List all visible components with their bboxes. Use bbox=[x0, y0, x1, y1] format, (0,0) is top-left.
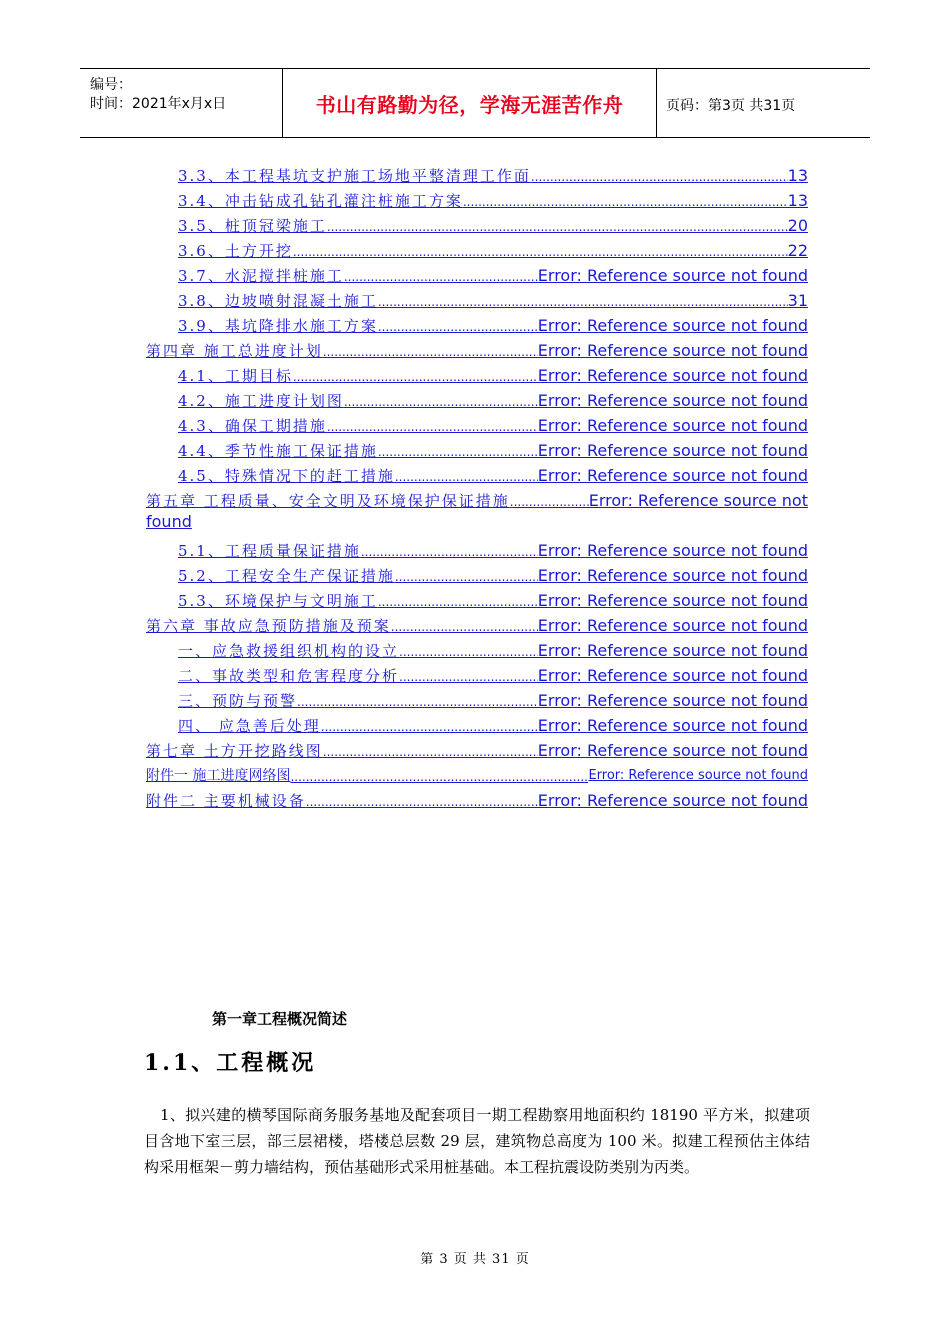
header-page-cell bbox=[656, 69, 870, 137]
toc-chapter-entry[interactable] bbox=[146, 735, 808, 760]
toc-entry[interactable] bbox=[146, 435, 808, 460]
toc-entry[interactable] bbox=[146, 310, 808, 335]
toc-appendix-entry[interactable] bbox=[146, 760, 808, 785]
toc-leader-dots bbox=[306, 795, 538, 810]
toc-leader-dots bbox=[293, 245, 788, 260]
toc-entry-title: 第六章 事故应急预防措施及预案 bbox=[146, 617, 391, 635]
toc-entry-title: 第七章 土方开挖路线图 bbox=[146, 742, 323, 760]
toc-entry[interactable] bbox=[146, 685, 808, 710]
header-meta-cell bbox=[80, 69, 282, 137]
toc-entry-page: Error: Reference source not found bbox=[537, 741, 808, 760]
toc-entry[interactable] bbox=[146, 210, 808, 235]
header-page-number: 页码：第3页 共31页 bbox=[666, 98, 796, 114]
toc-entry-page: 13 bbox=[787, 166, 808, 185]
toc-entry-page: Error: Reference source not found bbox=[537, 641, 808, 660]
toc-leader-dots bbox=[378, 595, 538, 610]
toc-entry-page: Error: Reference source not found bbox=[537, 566, 808, 585]
header-motto: 书山有路勤为径，学海无涯苦作舟 bbox=[315, 93, 624, 117]
toc-entry-title: 二、事故类型和危害程度分析 bbox=[178, 667, 400, 685]
toc-entry[interactable] bbox=[146, 260, 808, 285]
toc-entry[interactable] bbox=[146, 185, 808, 210]
toc-leader-dots bbox=[344, 395, 538, 410]
toc-entry-page: Error: Reference source not found bbox=[537, 691, 808, 710]
toc-entry-title: 5.1、工程质量保证措施 bbox=[178, 542, 361, 560]
toc-leader-dots bbox=[321, 720, 538, 735]
toc-entry[interactable] bbox=[146, 385, 808, 410]
toc-entry-page: Error: Reference source not found bbox=[537, 591, 808, 610]
toc-leader-dots bbox=[463, 195, 788, 210]
toc-leader-dots bbox=[391, 620, 538, 635]
toc-entry-title: 3.5、桩顶冠梁施工 bbox=[178, 217, 327, 235]
toc-entry[interactable] bbox=[146, 410, 808, 435]
toc-entry-page: Error: Reference source not found bbox=[537, 541, 808, 560]
toc-entry-page: Error: Reference source not found bbox=[537, 391, 808, 410]
toc-entry-page: Error: Reference source not found bbox=[537, 341, 808, 360]
toc-entry[interactable] bbox=[146, 460, 808, 485]
toc-leader-dots bbox=[378, 295, 788, 310]
section-heading: 1.1、工程概况 bbox=[144, 1050, 317, 1076]
toc-entry-page: Error: Reference source not found bbox=[537, 666, 808, 685]
toc-entry[interactable] bbox=[146, 285, 808, 310]
toc-entry-title: 5.2、工程安全生产保证措施 bbox=[178, 567, 395, 585]
toc-entry-page: Error: Reference source not found bbox=[537, 716, 808, 735]
toc-entry[interactable] bbox=[146, 660, 808, 685]
toc-entry-title: 3.6、土方开挖 bbox=[178, 242, 293, 260]
toc-entry-title: 3.4、冲击钻成孔钻孔灌注桩施工方案 bbox=[178, 192, 463, 210]
toc-entry-title: 4.1、工期目标 bbox=[178, 367, 293, 385]
toc-entry-title: 一、应急救援组织机构的设立 bbox=[178, 642, 400, 660]
toc-entry-page: Error: Reference source not found bbox=[537, 266, 808, 285]
toc-entry-title: 附件一 施工进度网络图 bbox=[146, 768, 291, 784]
toc-entry-page: 22 bbox=[787, 241, 808, 260]
toc-entry-page: Error: Reference source not bbox=[588, 491, 808, 510]
toc-entry[interactable] bbox=[146, 585, 808, 610]
toc-entry-page: Error: Reference source not found bbox=[537, 416, 808, 435]
toc-entry-title: 5.3、环境保护与文明施工 bbox=[178, 592, 378, 610]
toc-leader-dots bbox=[361, 545, 538, 560]
toc-entry-title: 附件二 主要机械设备 bbox=[146, 792, 306, 810]
toc-entry[interactable] bbox=[146, 160, 808, 185]
toc-entry-page: 20 bbox=[787, 216, 808, 235]
toc-entry-page: 13 bbox=[787, 191, 808, 210]
toc-leader-dots bbox=[297, 695, 538, 710]
toc-leader-dots bbox=[399, 645, 538, 660]
toc-entry[interactable] bbox=[146, 535, 808, 560]
toc-leader-dots bbox=[395, 570, 538, 585]
toc-entry-page: Error: Reference source not found bbox=[537, 616, 808, 635]
toc-entry-title: 第四章 施工总进度计划 bbox=[146, 342, 323, 360]
toc-entry-page: 31 bbox=[787, 291, 808, 310]
toc-chapter-entry[interactable] bbox=[146, 485, 808, 510]
toc-entry-title: 3.3、本工程基坑支护施工场地平整清理工作面 bbox=[178, 167, 531, 185]
toc-entry-page: Error: Reference source not found bbox=[537, 466, 808, 485]
document-number-label: 编号： bbox=[90, 77, 132, 93]
toc-leader-dots bbox=[395, 470, 538, 485]
toc-entry[interactable] bbox=[146, 635, 808, 660]
header-motto-cell bbox=[282, 69, 657, 137]
toc-leader-dots bbox=[399, 670, 538, 685]
toc-chapter-entry[interactable] bbox=[146, 610, 808, 635]
toc-leader-dots bbox=[327, 420, 538, 435]
document-date-label: 时间：2021年x月x日 bbox=[90, 96, 227, 112]
toc-entry-title: 四、 应急善后处理 bbox=[178, 717, 321, 735]
toc-entry-title: 3.9、基坑降排水施工方案 bbox=[178, 317, 378, 335]
toc-entry-page: Error: Reference source not found bbox=[537, 441, 808, 460]
chapter-title: 第一章工程概况简述 bbox=[212, 1010, 348, 1028]
toc-entry-title: 4.3、确保工期措施 bbox=[178, 417, 327, 435]
toc-entry-title: 4.4、季节性施工保证措施 bbox=[178, 442, 378, 460]
toc-entry-title: 3.7、水泥搅拌桩施工 bbox=[178, 267, 344, 285]
toc-wrapped-text[interactable]: found bbox=[146, 512, 192, 531]
toc-entry[interactable] bbox=[146, 360, 808, 385]
toc-leader-dots bbox=[378, 320, 538, 335]
toc-leader-dots bbox=[323, 745, 538, 760]
toc-entry-title: 4.5、特殊情况下的赶工措施 bbox=[178, 467, 395, 485]
toc-entry-page: Error: Reference source not found bbox=[537, 366, 808, 385]
toc-leader-dots bbox=[344, 270, 538, 285]
toc-entry-title: 三、预防与预警 bbox=[178, 692, 298, 710]
toc-chapter-entry[interactable] bbox=[146, 335, 808, 360]
toc-entry-page: Error: Reference source not found bbox=[537, 316, 808, 335]
paragraph-text: 1、拟兴建的横琴国际商务服务基地及配套项目一期工程勘察用地面积约 18190 平方米，拟建项目含地下室三层，部三层裙楼，塔楼总层数 29 层，建筑物总高度为 100 米。拟建工程预估主体结构采用框架－剪力墙结构，预估基础形式采用桩基础。本工程抗震设防类别为丙类。 bbox=[144, 1106, 810, 1176]
toc-leader-dots bbox=[327, 220, 788, 235]
toc-entry-title: 第五章 工程质量、安全文明及环境保护保证措施 bbox=[146, 492, 510, 510]
body-paragraph bbox=[144, 1102, 810, 1180]
toc-leader-dots bbox=[323, 345, 538, 360]
toc-entry-title: 3.8、边坡喷射混凝土施工 bbox=[178, 292, 378, 310]
toc-entry-title: 4.2、施工进度计划图 bbox=[178, 392, 344, 410]
page-footer: 第 3 页 共 31 页 bbox=[420, 1252, 530, 1267]
page-header bbox=[80, 68, 870, 138]
toc-entry[interactable] bbox=[146, 235, 808, 260]
toc-leader-dots bbox=[531, 170, 788, 185]
toc-leader-dots bbox=[293, 370, 538, 385]
toc-entry[interactable] bbox=[146, 560, 808, 585]
toc-appendix-entry[interactable] bbox=[146, 785, 808, 810]
toc-entry-page: Error: Reference source not found bbox=[588, 768, 808, 783]
toc-entry-page: Error: Reference source not found bbox=[537, 791, 808, 810]
toc-leader-dots bbox=[378, 445, 538, 460]
toc-leader-dots bbox=[510, 495, 589, 510]
toc-leader-dots bbox=[290, 770, 588, 785]
toc-entry[interactable] bbox=[146, 710, 808, 735]
